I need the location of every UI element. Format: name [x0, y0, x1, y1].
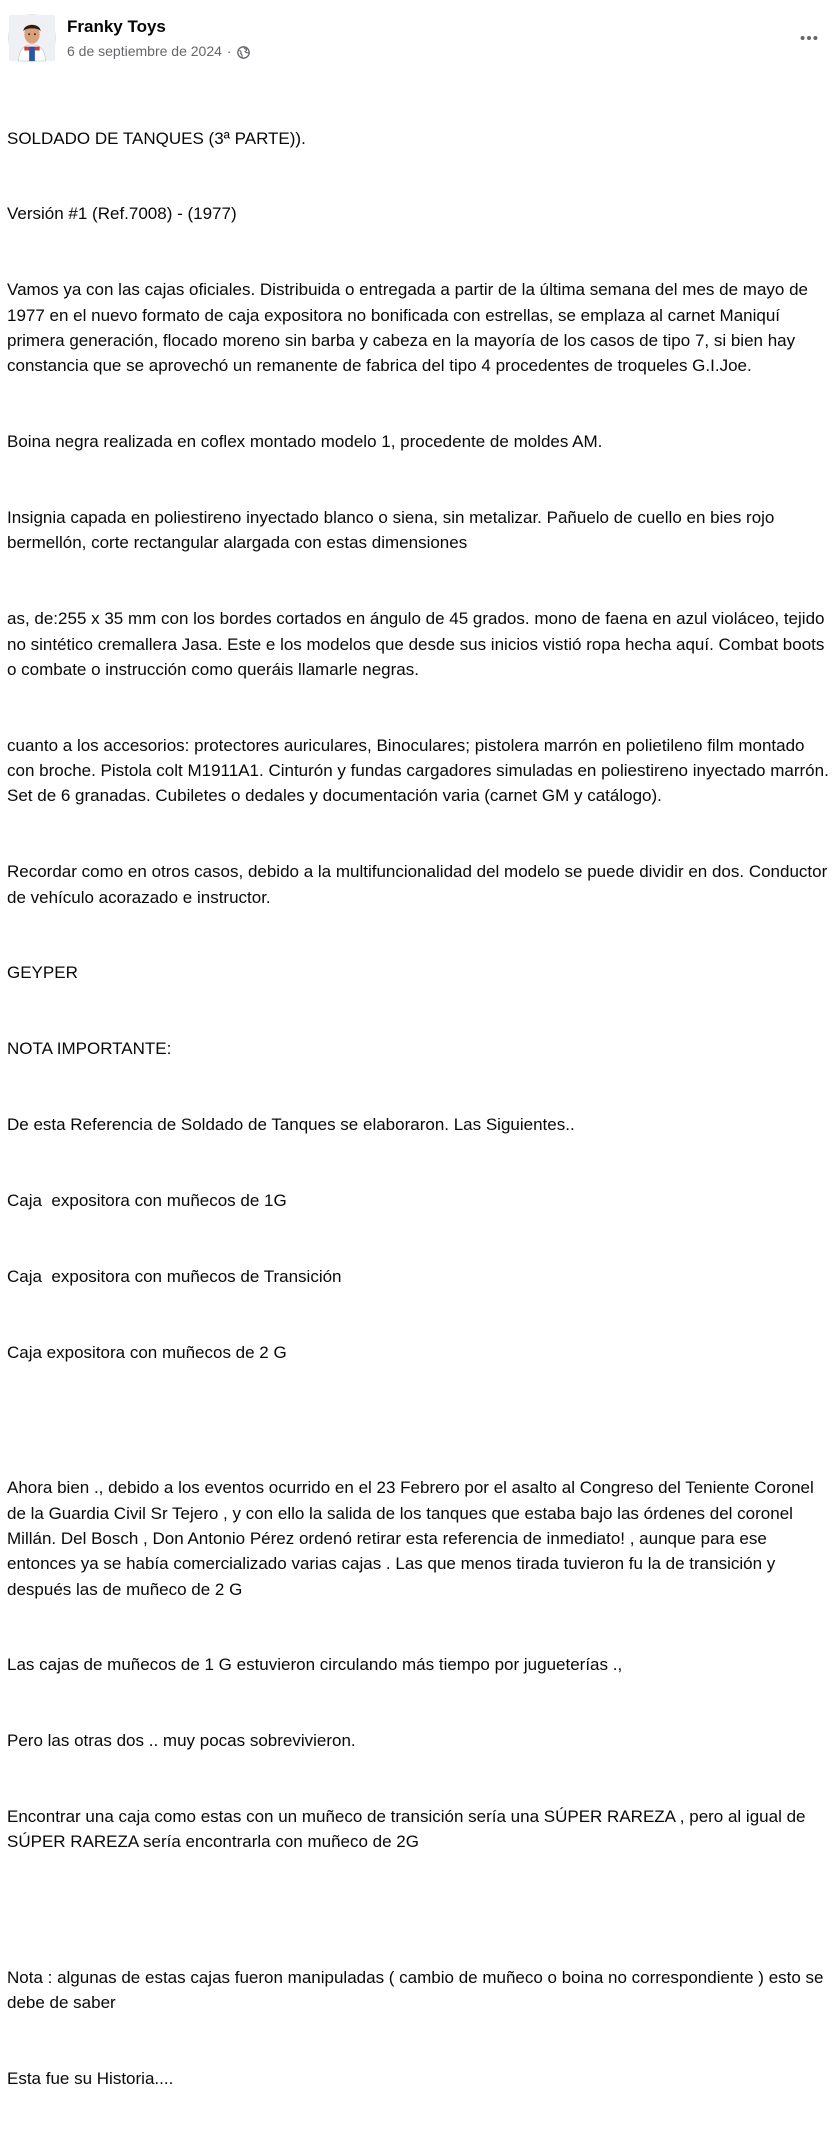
post-line: Vamos ya con las cajas oficiales. Distribuida o entregada a partir de la última semana del mes de mayo de 1977 en el nuevo formato de caja expositora no bonificada con estrellas, se emplaza al carnet Maniquí primera generación, flocado moreno sin barba y cabeza en la mayoría de los casos de tipo 7, si bien hay constancia que se aprovechó un remanente de fabrica del tipo 4 procedentes de troqueles G.I.Joe. [7, 280, 813, 376]
post-line: Caja expositora con muñecos de 2 G [7, 1342, 287, 1362]
post-author[interactable]: Franky Toys [67, 17, 166, 36]
post-header [8, 12, 827, 66]
post-line: SOLDADO DE TANQUES (3ª PARTE)). [7, 128, 306, 148]
meta-separator: · [226, 43, 232, 59]
post-paragraph [7, 1425, 829, 1906]
post-line: Ahora bien ., debido a los eventos ocurrido en el 23 Febrero por el asalto al Congreso del Teniente Coronel de la Guardia Civil Sr Tejero , y con ello la salida de los tanques que estaba bajo las órdenes del coronel Millán. Del Bosch , Don Antonio Pérez ordenó retirar esta referencia de inmediato! , aunque para ese entonces ya se había comercializado varias cajas . Las que menos tirada tuvieron fu la de transición y después las de muñeco de 2 G [7, 1478, 819, 1599]
post-line: Caja expositora con muñecos de 1G [7, 1191, 287, 1211]
post-line: Caja expositora con muñecos de Transición [7, 1266, 342, 1286]
post-line: Encontrar una caja como estas con un muñeco de transición sería una SÚPER RAREZA , pero al igual de SÚPER RAREZA sería encontrarla con muñeco de 2G [7, 1807, 811, 1852]
post-line: Boina negra realizada en coflex montado modelo 1, procedente de moldes AM. [7, 432, 603, 452]
post-line: De esta Referencia de Soldado de Tanques se elaboraron. Las Siguientes.. [7, 1115, 575, 1135]
post-line: NOTA IMPORTANTE: [7, 1039, 172, 1059]
post-meta [67, 42, 250, 60]
post-line: Las cajas de muñecos de 1 G estuvieron circulando más tiempo por jugueterías ., [7, 1655, 623, 1675]
post-line: Esta fue su Historia.... [7, 2069, 174, 2089]
post-line: cuanto a los accesorios: protectores auriculares, Binoculares; pistolera marrón en polietileno film montado con broche. Pistola colt M1911A1. Cinturón y fundas cargadores simuladas en poliestireno inyectado marrón. Set de 6 granadas. Cubiletes o dedales y documentación varia (carnet GM y catálogo). [7, 735, 834, 806]
public-icon[interactable] [237, 45, 250, 58]
post-line: Versión #1 (Ref.7008) - (1977) [7, 204, 237, 224]
post-line: Recordar como en otros casos, debido a la multifuncionalidad del modelo se puede dividir en dos. Conductor de vehículo acorazado e instructor. [7, 862, 832, 907]
more-icon [798, 27, 820, 49]
more-options-button[interactable] [791, 20, 827, 56]
avatar-image [9, 15, 55, 61]
post-line: Pero las otras dos .. muy pocas sobrevivieron. [7, 1731, 356, 1751]
post-line: GEYPER [7, 963, 78, 983]
post-line: as, de:255 x 35 mm con los bordes cortados en ángulo de 45 grados. mono de faena en azul violáceo, tejido no sintético cremallera Jasa. Este e los modelos que desde sus inicios vistió ropa hecha aquí. Combat boots o combate o instrucción como queráis llamarle negras. [7, 609, 830, 679]
post-line: Nota : algunas de estas cajas fueron manipuladas ( cambio de muñeco o boina no correspondiente ) esto se debe de saber [7, 1967, 829, 2013]
post-text [7, 75, 834, 2142]
post-paragraph [7, 75, 834, 1416]
post-date[interactable]: 6 de septiembre de 2024 [67, 43, 222, 59]
avatar[interactable] [8, 14, 56, 62]
post-line: Insignia capada en poliestireno inyectado blanco o siena, sin metalizar. Pañuelo de cuello en bies rojo bermellón, corte rectangular alargada con estas dimensiones [7, 508, 780, 553]
post-paragraph [7, 1914, 829, 2142]
